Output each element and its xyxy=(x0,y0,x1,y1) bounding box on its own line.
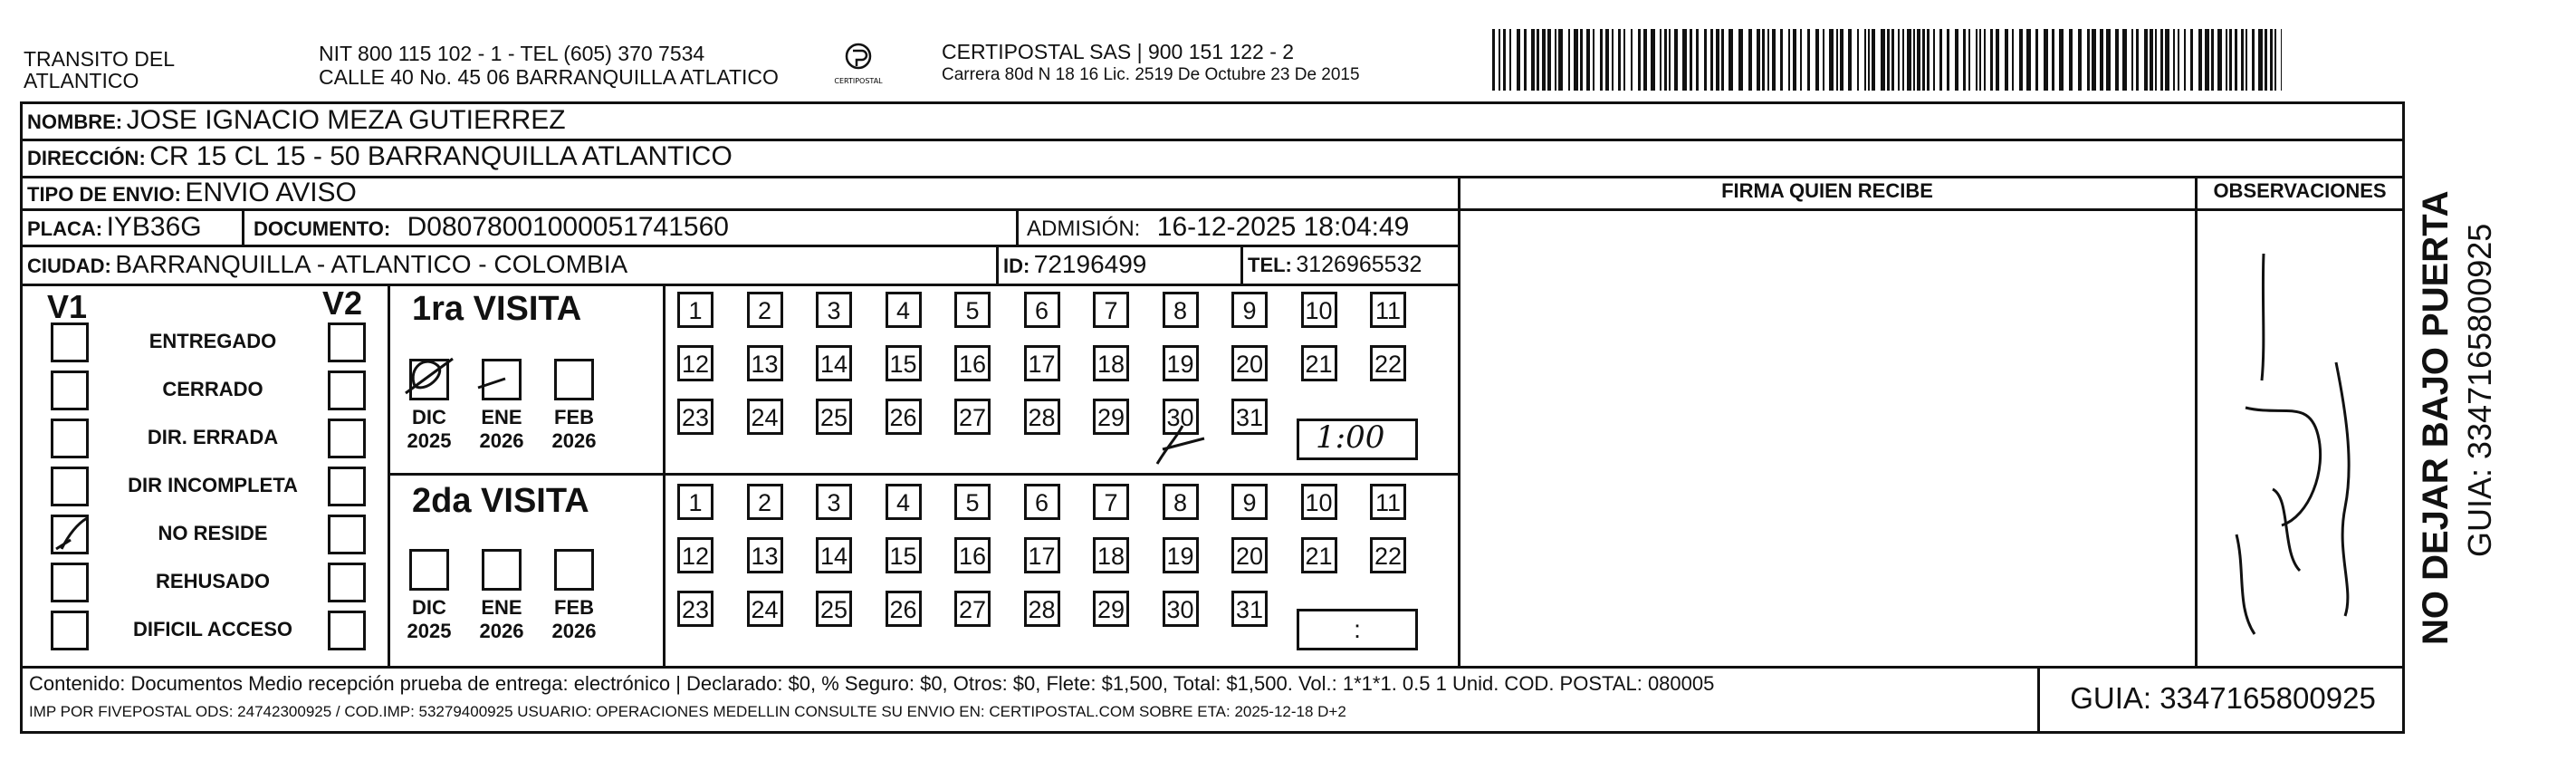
second-visit-month-box-ene[interactable] xyxy=(482,549,522,591)
second-visit-year-label-dic: 2025 xyxy=(407,620,452,642)
barcode-bar xyxy=(1558,29,1563,91)
second-visit-day-19[interactable]: 19 xyxy=(1163,537,1199,573)
direccion-label: DIRECCIÓN: xyxy=(27,147,146,169)
status-label-no-reside: NO RESIDE xyxy=(158,522,268,544)
barcode-bar xyxy=(1631,29,1633,91)
first-visit-month-label-ene: ENE xyxy=(481,406,522,428)
placa-value: IYB36G xyxy=(106,212,202,242)
v1-checkbox-no-reside[interactable] xyxy=(51,515,89,554)
first-visit-day-8[interactable]: 8 xyxy=(1163,292,1199,328)
v2-checkbox-dificil-acceso[interactable] xyxy=(328,611,366,650)
nombre-label: NOMBRE: xyxy=(27,111,123,133)
ciudad-row xyxy=(27,250,627,279)
first-visit-year-label-ene: 2026 xyxy=(479,429,524,452)
first-visit-day-2[interactable]: 2 xyxy=(747,292,783,328)
barcode-bar xyxy=(1881,29,1885,91)
second-visit-day-29[interactable]: 29 xyxy=(1093,591,1129,627)
barcode-bar xyxy=(1568,29,1570,91)
barcode-bar xyxy=(1979,29,1981,91)
barcode-bar xyxy=(2100,29,2103,91)
barcode-bar xyxy=(2241,29,2244,91)
tel-label: TEL: xyxy=(1248,254,1292,276)
tipo-envio-value: ENVIO AVISO xyxy=(185,178,357,207)
barcode-bar xyxy=(2087,29,2090,91)
barcode-bar xyxy=(1864,29,1866,91)
barcode-bar xyxy=(1664,29,1667,91)
v2-checkbox-no-reside[interactable] xyxy=(328,515,366,554)
second-visit-day-14[interactable]: 14 xyxy=(816,537,852,573)
barcode-bar xyxy=(1716,29,1719,91)
check-mark-icon xyxy=(51,515,89,554)
sender-nit: NIT 800 115 102 - 1 - TEL (605) 370 7534 xyxy=(319,42,705,65)
barcode-bar xyxy=(1605,29,1609,91)
first-visit-day-19[interactable]: 19 xyxy=(1163,345,1199,381)
first-visit-month-label-dic: DIC xyxy=(412,406,446,428)
barcode-bar xyxy=(2226,29,2227,91)
second-visit-day-10[interactable]: 10 xyxy=(1301,484,1337,520)
barcode-bar xyxy=(2059,29,2064,91)
status-label-dificil-acceso: DIFICIL ACCESO xyxy=(132,618,292,640)
barcode-bar xyxy=(1669,29,1671,91)
second-visit-day-22[interactable]: 22 xyxy=(1370,537,1406,573)
first-visit-time-box[interactable] xyxy=(1297,419,1418,460)
second-visit-month-box-dic[interactable] xyxy=(409,549,449,591)
first-visit-day-20[interactable]: 20 xyxy=(1231,345,1268,381)
license-line: Carrera 80d N 18 16 Lic. 2519 De Octubre 23 De 2015 xyxy=(942,65,1360,84)
barcode-bar xyxy=(2173,29,2175,91)
barcode-bar xyxy=(1721,29,1724,91)
placa-label: PLACA: xyxy=(27,217,103,240)
second-visit-day-2[interactable]: 2 xyxy=(747,484,783,520)
first-visit-year-label-dic: 2025 xyxy=(407,429,452,452)
second-visit-month-label-dic: DIC xyxy=(412,596,446,619)
barcode-bar xyxy=(2165,29,2169,91)
barcode-bar xyxy=(1815,29,1819,91)
first-visit-day-1[interactable]: 1 xyxy=(677,292,713,328)
barcode-bar xyxy=(1800,29,1802,91)
first-visit-day-11[interactable]: 11 xyxy=(1370,292,1406,328)
barcode-bar xyxy=(1704,29,1707,91)
v2-checkbox-dir-incompleta[interactable] xyxy=(328,467,366,506)
first-visit-day-13[interactable]: 13 xyxy=(747,345,783,381)
barcode-bar xyxy=(1509,29,1511,91)
barcode-bar xyxy=(2274,29,2276,91)
observaciones-header: OBSERVACIONES xyxy=(2213,179,2387,202)
v1-label: V1 xyxy=(47,288,88,325)
second-visit-day-31[interactable]: 31 xyxy=(1231,591,1268,627)
barcode-bar xyxy=(1767,29,1769,91)
status-label-entregado: ENTREGADO xyxy=(148,330,277,352)
barcode-bar xyxy=(1990,29,1993,91)
first-visit-day-28[interactable]: 28 xyxy=(1024,399,1060,435)
barcode-bar xyxy=(1922,29,1925,91)
barcode-bar xyxy=(1580,29,1583,91)
second-visit-day-6[interactable]: 6 xyxy=(1024,484,1060,520)
barcode-bar xyxy=(1555,29,1556,91)
second-visit-time-box[interactable]: : xyxy=(1297,609,1418,650)
id-value: 72196499 xyxy=(1033,250,1147,278)
v2-checkbox-rehusado[interactable] xyxy=(328,563,366,602)
barcode-bar xyxy=(1963,29,1966,91)
sender-address: CALLE 40 No. 45 06 BARRANQUILLA ATLATICO xyxy=(319,65,779,89)
first-visit-day-17[interactable]: 17 xyxy=(1024,345,1060,381)
first-visit-day-29[interactable]: 29 xyxy=(1093,399,1129,435)
barcode-bar xyxy=(1696,29,1699,91)
first-visit-day-10[interactable]: 10 xyxy=(1301,292,1337,328)
barcode-bar xyxy=(1840,29,1843,91)
barcode-bar xyxy=(2106,29,2111,91)
barcode-bar xyxy=(1586,29,1590,91)
second-visit-day-20[interactable]: 20 xyxy=(1231,537,1268,573)
first-visit-day-27[interactable]: 27 xyxy=(954,399,991,435)
v1-checkbox-rehusado[interactable] xyxy=(51,563,89,602)
barcode-bar xyxy=(1857,29,1859,91)
barcode-bar xyxy=(1917,29,1920,91)
first-visit-day-22[interactable]: 22 xyxy=(1370,345,1406,381)
barcode-bar xyxy=(2136,29,2139,91)
barcode-bar xyxy=(1927,29,1930,91)
first-visit-day-5[interactable]: 5 xyxy=(954,292,991,328)
second-visit-year-label-feb: 2026 xyxy=(551,620,597,642)
tel-row xyxy=(1248,252,1422,278)
second-visit-month-label-feb: FEB xyxy=(554,596,594,619)
barcode-bar xyxy=(1517,29,1520,91)
barcode-bar xyxy=(1499,29,1500,91)
barcode-bar xyxy=(2217,29,2222,91)
barcode-bar xyxy=(2150,29,2153,91)
barcode-bar xyxy=(2052,29,2054,91)
first-visit-day-9[interactable]: 9 xyxy=(1231,292,1268,328)
barcode-bar xyxy=(2155,29,2157,91)
barcode-bar xyxy=(1780,29,1783,91)
barcode-bar xyxy=(1748,29,1752,91)
second-visit-day-7[interactable]: 7 xyxy=(1093,484,1129,520)
second-visit-day-27[interactable]: 27 xyxy=(954,591,991,627)
first-visit-day-4[interactable]: 4 xyxy=(886,292,922,328)
barcode-bar xyxy=(1682,29,1687,91)
barcode-bar xyxy=(1872,29,1875,91)
second-visit-day-8[interactable]: 8 xyxy=(1163,484,1199,520)
barcode-bar xyxy=(1793,29,1796,91)
barcode-bar xyxy=(1933,29,1935,91)
barcode-bar xyxy=(2178,29,2179,91)
barcode-bar xyxy=(2044,29,2048,91)
first-visit-month-mark xyxy=(398,350,607,404)
admision-row xyxy=(1027,212,1409,243)
barcode-bar xyxy=(1757,29,1760,91)
barcode-bar xyxy=(1836,29,1838,91)
first-visit-day-12[interactable]: 12 xyxy=(677,345,713,381)
second-visit-title: 2da VISITA xyxy=(412,482,589,520)
second-visit-day-13[interactable]: 13 xyxy=(747,537,783,573)
barcode-bar xyxy=(1638,29,1641,91)
barcode-bar xyxy=(1762,29,1765,91)
second-visit-day-9[interactable]: 9 xyxy=(1231,484,1268,520)
second-visit-day-26[interactable]: 26 xyxy=(886,591,922,627)
barcode-bar xyxy=(2078,29,2082,91)
second-visit-day-15[interactable]: 15 xyxy=(886,537,922,573)
first-visit-day-15[interactable]: 15 xyxy=(886,345,922,381)
barcode-bar xyxy=(1623,29,1625,91)
sender-name-line1: TRANSITO DEL xyxy=(24,47,175,71)
first-visit-day-23[interactable]: 23 xyxy=(677,399,713,435)
footer-guia-box: GUIA: 3347165800925 xyxy=(2070,681,2376,715)
v2-checkbox-dir-errada[interactable] xyxy=(328,419,366,458)
direccion-value: CR 15 CL 15 - 50 BARRANQUILLA ATLANTICO xyxy=(149,141,733,171)
nombre-row xyxy=(27,105,566,136)
barcode-bar xyxy=(1492,29,1495,91)
tipo-envio-label: TIPO DE ENVIO: xyxy=(27,183,181,206)
barcode-bar xyxy=(1772,29,1776,91)
barcode-bar xyxy=(1887,29,1890,91)
side-guia: GUIA: 3347165800925 xyxy=(2461,223,2498,557)
first-visit-day-25[interactable]: 25 xyxy=(816,399,852,435)
second-visit-day-23[interactable]: 23 xyxy=(677,591,713,627)
second-visit-day-28[interactable]: 28 xyxy=(1024,591,1060,627)
second-visit-day-16[interactable]: 16 xyxy=(954,537,991,573)
no-dejar-bajo-puerta: NO DEJAR BAJO PUERTA xyxy=(2416,190,2456,645)
barcode-bar xyxy=(1643,29,1647,91)
first-visit-day-16[interactable]: 16 xyxy=(954,345,991,381)
first-visit-year-label-feb: 2026 xyxy=(551,429,597,452)
barcode-bar xyxy=(2019,29,2023,91)
tel-value: 3126965532 xyxy=(1296,252,1422,277)
barcode-bar xyxy=(1788,29,1790,91)
v1-checkbox-cerrado[interactable] xyxy=(51,371,89,410)
status-label-cerrado: CERRADO xyxy=(162,378,263,400)
second-visit-day-17[interactable]: 17 xyxy=(1024,537,1060,573)
second-visit-day-25[interactable]: 25 xyxy=(816,591,852,627)
barcode-bar xyxy=(1574,29,1578,91)
second-visit-year-label-ene: 2026 xyxy=(479,620,524,642)
barcode-bar xyxy=(2205,29,2209,91)
barcode-bar xyxy=(1955,29,1958,91)
first-visit-day-21[interactable]: 21 xyxy=(1301,345,1337,381)
barcode-bar xyxy=(1651,29,1655,91)
barcode-bar xyxy=(1996,29,1999,91)
second-visit-day-30[interactable]: 30 xyxy=(1163,591,1199,627)
id-label: ID: xyxy=(1003,255,1030,277)
first-visit-time-handwritten: 1:00 xyxy=(1316,419,1385,456)
second-visit-day-12[interactable]: 12 xyxy=(677,537,713,573)
barcode-bar xyxy=(2235,29,2237,91)
second-visit-day-5[interactable]: 5 xyxy=(954,484,991,520)
v2-checkbox-cerrado[interactable] xyxy=(328,371,366,410)
first-visit-day-30[interactable]: 30 xyxy=(1163,399,1199,435)
barcode-bar xyxy=(2246,29,2247,91)
barcode-bar xyxy=(2005,29,2008,91)
barcode-bar xyxy=(2190,29,2193,91)
barcode-bar xyxy=(1524,29,1527,91)
barcode-bar xyxy=(2270,29,2273,91)
barcode-bar xyxy=(1547,29,1551,91)
first-visit-day-26[interactable]: 26 xyxy=(886,399,922,435)
barcode-bar xyxy=(1947,29,1949,91)
second-visit-day-11[interactable]: 11 xyxy=(1370,484,1406,520)
first-visit-day-3[interactable]: 3 xyxy=(816,292,852,328)
barcode-bar xyxy=(1829,29,1834,91)
documento-row xyxy=(254,212,729,243)
first-visit-day-31[interactable]: 31 xyxy=(1231,399,1268,435)
admision-value: 16-12-2025 18:04:49 xyxy=(1156,212,1410,242)
second-visit-month-box-feb[interactable] xyxy=(554,549,594,591)
barcode-bar xyxy=(2144,29,2148,91)
second-visit-day-18[interactable]: 18 xyxy=(1093,537,1129,573)
documento-label: DOCUMENTO: xyxy=(254,217,391,240)
footer-imp-line: IMP POR FIVEPOSTAL ODS: 24742300925 / COD.IMP: 53279400925 USUARIO: OPERACIONES MEDELLIN CONSULTE SU ENVIO EN: CERTIPOSTAL.COM SOBRE ETA: 2025-12-18 D+2 xyxy=(29,703,1346,720)
second-visit-day-24[interactable]: 24 xyxy=(747,591,783,627)
barcode-bar xyxy=(1848,29,1852,91)
first-visit-day-7[interactable]: 7 xyxy=(1093,292,1129,328)
direccion-row xyxy=(27,141,733,172)
barcode-bar xyxy=(1600,29,1603,91)
barcode-bar xyxy=(2229,29,2232,91)
barcode-bar xyxy=(1618,29,1621,91)
id-row xyxy=(1003,250,1146,279)
barcode-bar xyxy=(2265,29,2267,91)
second-visit-day-21[interactable]: 21 xyxy=(1301,537,1337,573)
placa-row xyxy=(27,212,202,243)
barcode-bar xyxy=(1907,29,1911,91)
status-label-dir-errada: DIR. ERRADA xyxy=(147,426,279,448)
barcode-bar xyxy=(1503,29,1506,91)
second-visit-day-1[interactable]: 1 xyxy=(677,484,713,520)
barcode-bar xyxy=(2012,29,2014,91)
barcode-bar xyxy=(1968,29,1970,91)
v2-label: V2 xyxy=(322,284,363,322)
barcode-bar xyxy=(1537,29,1539,91)
barcode-bar xyxy=(1690,29,1692,91)
barcode-bar xyxy=(1939,29,1942,91)
ciudad-value: BARRANQUILLA - ATLANTICO - COLOMBIA xyxy=(115,250,628,278)
company-line: CERTIPOSTAL SAS | 900 151 122 - 2 xyxy=(942,40,1295,63)
observaciones-handwriting xyxy=(2209,226,2399,652)
barcode-bar xyxy=(2258,29,2263,91)
barcode-bar xyxy=(1902,29,1904,91)
second-visit-day-3[interactable]: 3 xyxy=(816,484,852,520)
barcode-bar xyxy=(1976,29,1977,91)
barcode-bar xyxy=(1660,29,1661,91)
barcode-bar xyxy=(1898,29,1900,91)
barcode-bar xyxy=(1738,29,1743,91)
barcode-bar xyxy=(1913,29,1915,91)
barcode-bar xyxy=(2281,29,2282,91)
barcode-bar xyxy=(2026,29,2031,91)
first-visit-day-14[interactable]: 14 xyxy=(816,345,852,381)
barcode-bar xyxy=(1612,29,1614,91)
nombre-value: JOSE IGNACIO MEZA GUTIERREZ xyxy=(126,105,566,135)
barcode-bar xyxy=(2198,29,2202,91)
tipo-envio-row xyxy=(27,178,357,208)
barcode-icon xyxy=(1492,29,2282,91)
v1-checkbox-dificil-acceso[interactable] xyxy=(51,611,89,650)
barcode-bar xyxy=(2069,29,2073,91)
second-visit-month-label-ene: ENE xyxy=(481,596,522,619)
admision-label: ADMISIÓN: xyxy=(1027,217,1141,241)
barcode-bar xyxy=(2092,29,2096,91)
barcode-bar xyxy=(2115,29,2119,91)
barcode-bar xyxy=(1823,29,1824,91)
first-visit-month-label-feb: FEB xyxy=(554,406,594,428)
first-visit-day-6[interactable]: 6 xyxy=(1024,292,1060,328)
first-visit-title: 1ra VISITA xyxy=(412,290,582,328)
status-label-dir-incompleta: DIR INCOMPLETA xyxy=(128,474,298,496)
barcode-bar xyxy=(1868,29,1870,91)
barcode-bar xyxy=(1984,29,1986,91)
barcode-bar xyxy=(1593,29,1594,91)
barcode-bar xyxy=(1710,29,1713,91)
v1-checkbox-entregado[interactable] xyxy=(51,322,89,362)
second-visit-day-4[interactable]: 4 xyxy=(886,484,922,520)
barcode-bar xyxy=(1674,29,1678,91)
first-visit-day-24[interactable]: 24 xyxy=(747,399,783,435)
logo-text: CERTIPOSTAL xyxy=(834,77,883,85)
barcode-bar xyxy=(2122,29,2127,91)
v1-checkbox-dir-incompleta[interactable] xyxy=(51,467,89,506)
barcode-bar xyxy=(1729,29,1733,91)
first-visit-day-18[interactable]: 18 xyxy=(1093,345,1129,381)
first-visit-day-mark xyxy=(1150,419,1213,469)
barcode-bar xyxy=(1891,29,1894,91)
certipostal-logo-icon xyxy=(831,38,886,92)
v2-checkbox-entregado[interactable] xyxy=(328,322,366,362)
status-label-rehusado: REHUSADO xyxy=(156,570,270,592)
firma-header: FIRMA QUIEN RECIBE xyxy=(1721,179,1933,202)
footer-contenido: Contenido: Documentos Medio recepción prueba de entrega: electrónico | Declarado: $0, % Seguro: $0, Otros: $0, Flete: $1,500, Total: $1,500. Vol.: 1*1*1. 0.5 1 Unid. COD. POSTAL: 080005 xyxy=(29,672,1715,695)
barcode-bar xyxy=(2252,29,2255,91)
barcode-bar xyxy=(2035,29,2038,91)
barcode-bar xyxy=(2131,29,2133,91)
documento-value: D08078001000051741560 xyxy=(407,212,729,242)
sender-name-line2: ATLANTICO xyxy=(24,69,139,92)
ciudad-label: CIUDAD: xyxy=(27,255,111,277)
barcode-bar xyxy=(2184,29,2186,91)
v1-checkbox-dir-errada[interactable] xyxy=(51,419,89,458)
barcode-bar xyxy=(1542,29,1546,91)
barcode-bar xyxy=(1531,29,1535,91)
barcode-bar xyxy=(1807,29,1810,91)
barcode-bar xyxy=(2160,29,2163,91)
barcode-bar xyxy=(2211,29,2214,91)
